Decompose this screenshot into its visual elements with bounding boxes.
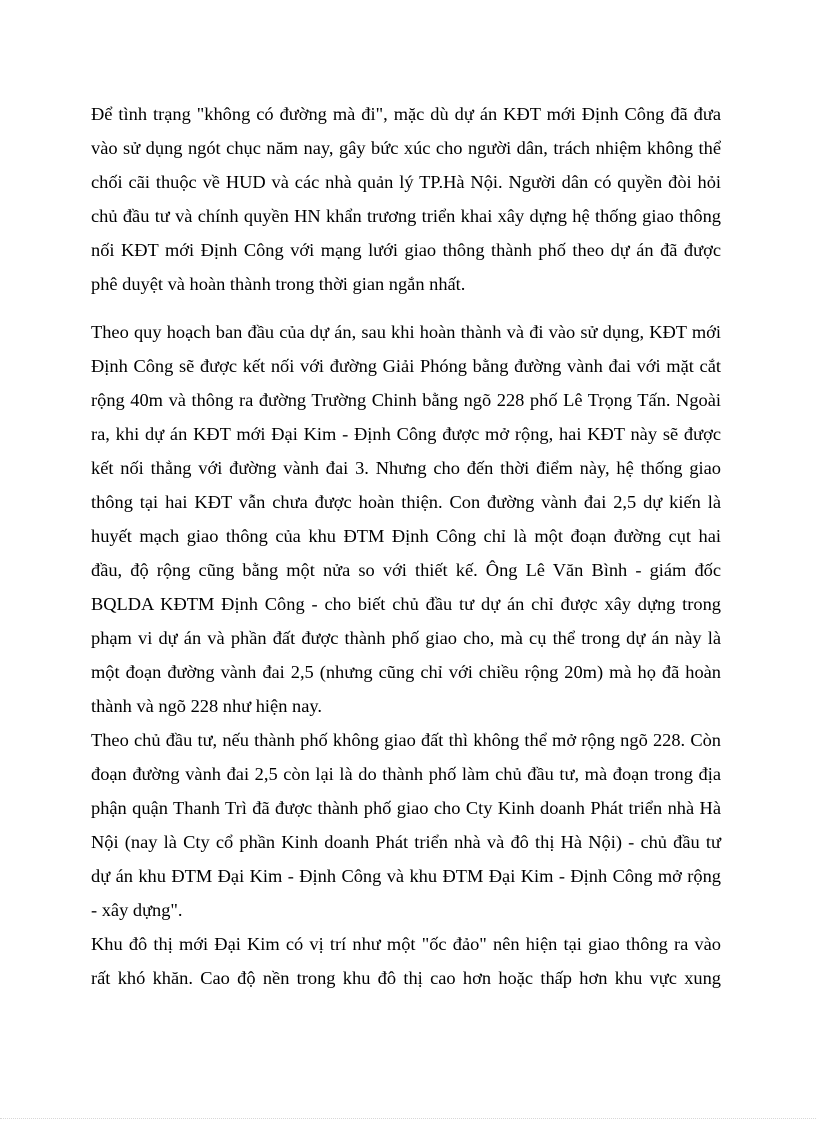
text-line: Để tình trạng "không có đường mà đi", mặc dù dự án KĐT mới Định Công đã đưa — [91, 104, 721, 124]
text-line: chủ đầu tư và chính quyền HN khẩn trương triển khai xây dựng hệ thống giao thông — [91, 206, 721, 226]
text-line: rất khó khăn. Cao độ nền trong khu đô thị cao hơn hoặc thấp hơn khu vực xung — [91, 968, 721, 988]
text-line: phê duyệt và hoàn thành trong thời gian ngắn nhất. — [91, 274, 466, 294]
text-line: Nội (nay là Cty cổ phần Kinh doanh Phát triển nhà và đô thị Hà Nội) - chủ đầu tư — [91, 832, 721, 852]
text-line: Theo chủ đầu tư, nếu thành phố không giao đất thì không thể mở rộng ngõ 228. Còn — [91, 730, 721, 750]
text-line: huyết mạch giao thông của khu ĐTM Định Công chỉ là một đoạn đường cụt hai — [91, 526, 721, 546]
text-line: đầu, độ rộng cũng bằng một nửa so với thiết kế. Ông Lê Văn Bình - giám đốc — [91, 560, 721, 580]
text-line: rộng 40m và thông ra đường Trường Chinh bằng ngõ 228 phố Lê Trọng Tấn. Ngoài — [91, 390, 721, 410]
text-line: - xây dựng". — [91, 900, 183, 920]
text-line: kết nối thẳng với đường vành đai 3. Nhưng cho đến thời điểm này, hệ thống giao — [91, 458, 721, 478]
text-line: Khu đô thị mới Đại Kim có vị trí như một "ốc đảo" nên hiện tại giao thông ra vào — [91, 934, 721, 954]
text-line: Định Công sẽ được kết nối với đường Giải Phóng bằng đường vành đai với mặt cắt — [91, 356, 721, 376]
page-bottom-divider — [0, 1118, 816, 1119]
text-line: phận quận Thanh Trì đã được thành phố giao cho Cty Kinh doanh Phát triển nhà Hà — [91, 798, 721, 818]
text-line: thành và ngõ 228 như hiện nay. — [91, 696, 322, 716]
text-line: một đoạn đường vành đai 2,5 (nhưng cũng chỉ với chiều rộng 20m) mà họ đã hoàn — [91, 662, 721, 682]
text-line: chối cãi thuộc về HUD và các nhà quản lý TP.Hà Nội. Người dân có quyền đòi hỏi — [91, 172, 721, 192]
text-line: ra, khi dự án KĐT mới Đại Kim - Định Công được mở rộng, hai KĐT này sẽ được — [91, 424, 721, 444]
text-line: nối KĐT mới Định Công với mạng lưới giao thông thành phố theo dự án đã được — [91, 240, 721, 260]
text-line: dự án khu ĐTM Đại Kim - Định Công và khu ĐTM Đại Kim - Định Công mở rộng — [91, 866, 721, 886]
text-line: Theo quy hoạch ban đầu của dự án, sau khi hoàn thành và đi vào sử dụng, KĐT mới — [91, 322, 721, 342]
text-line: đoạn đường vành đai 2,5 còn lại là do thành phố làm chủ đầu tư, mà đoạn trong địa — [91, 764, 721, 784]
text-line: BQLDA KĐTM Định Công - cho biết chủ đầu tư dự án chỉ được xây dựng trong — [91, 594, 721, 614]
text-line: vào sử dụng ngót chục năm nay, gây bức xúc cho người dân, trách nhiệm không thể — [91, 138, 721, 158]
text-line: thông tại hai KĐT vẫn chưa được hoàn thiện. Con đường vành đai 2,5 dự kiến là — [91, 492, 721, 512]
text-line: phạm vi dự án và phần đất được thành phố giao cho, mà cụ thể trong dự án này là — [91, 628, 721, 648]
